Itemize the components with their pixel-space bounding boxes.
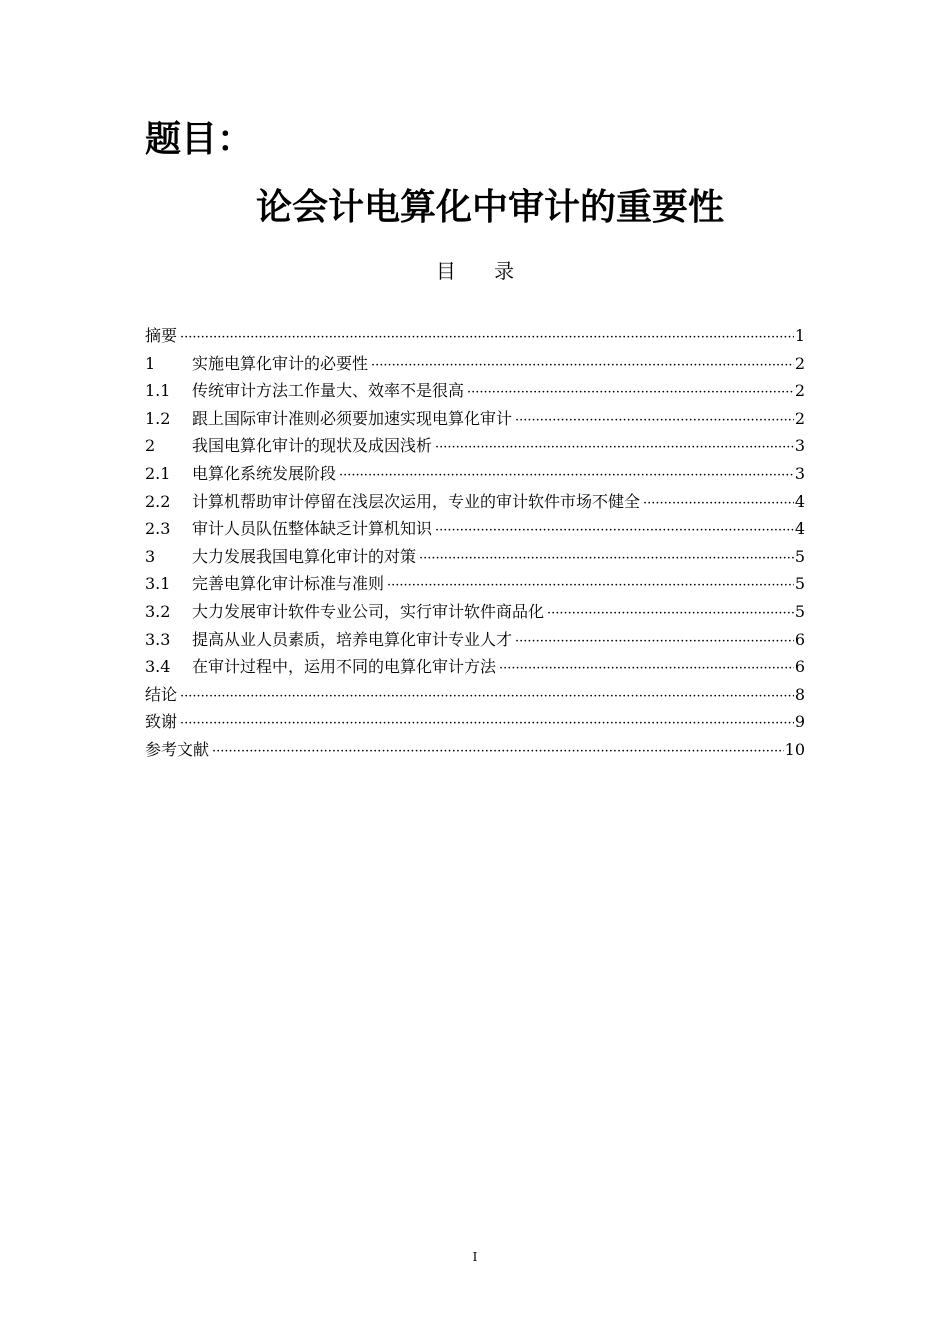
toc-dot-leader	[499, 661, 794, 676]
toc-entry-page: 9	[794, 712, 805, 732]
toc-entry[interactable]	[145, 489, 805, 517]
table-of-contents	[145, 323, 805, 765]
toc-entry-title: 我国电算化审计的现状及成因浅析	[192, 436, 433, 456]
toc-entry[interactable]	[145, 571, 805, 599]
toc-entry[interactable]	[145, 599, 805, 627]
toc-entry[interactable]	[145, 433, 805, 461]
toc-entry-title: 电算化系统发展阶段	[192, 463, 337, 483]
toc-dot-leader	[387, 578, 794, 593]
document-title: 论会计电算化中审计的重要性	[255, 186, 724, 228]
toc-entry[interactable]	[145, 654, 805, 682]
toc-dot-leader	[371, 358, 794, 373]
toc-entry[interactable]	[145, 544, 805, 572]
toc-entry-number: 1	[145, 353, 156, 373]
toc-dot-leader	[467, 385, 794, 400]
toc-entry-page: 1	[794, 326, 805, 345]
toc-entry-number: 3.4	[145, 657, 171, 677]
toc-dot-leader	[212, 744, 784, 759]
toc-entry-number: 3.2	[145, 601, 171, 621]
toc-entry-title: 大力发展我国电算化审计的对策	[192, 546, 417, 566]
toc-entry-page: 8	[794, 684, 805, 704]
toc-entry-number: 1.2	[145, 408, 171, 428]
toc-entry-page: 3	[794, 463, 805, 483]
page-number-footer: I	[472, 1250, 478, 1264]
toc-dot-leader	[547, 606, 794, 621]
toc-entry-title: 跟上国际审计准则必须要加速实现电算化审计	[192, 408, 513, 428]
toc-entry-title: 摘要	[145, 326, 178, 345]
toc-dot-leader	[180, 330, 794, 345]
toc-entry-page: 3	[794, 436, 805, 456]
page-heading: 题目：	[145, 119, 254, 160]
toc-entry-title: 在审计过程中，运用不同的电算化审计方法	[192, 657, 497, 677]
toc-entry-number: 3.1	[145, 574, 171, 594]
toc-entry[interactable]	[145, 378, 805, 406]
toc-entry[interactable]	[145, 737, 805, 765]
toc-entry-page: 5	[794, 574, 805, 594]
toc-entry-title: 计算机帮助审计停留在浅层次运用，专业的审计软件市场不健全	[192, 491, 641, 511]
toc-entry[interactable]	[145, 709, 805, 737]
toc-entry-title: 实施电算化审计的必要性	[192, 353, 369, 373]
toc-entry-page: 4	[794, 491, 805, 511]
toc-heading: 目 录	[435, 259, 531, 283]
toc-entry-title: 完善电算化审计标准与准则	[192, 574, 385, 594]
toc-entry[interactable]	[145, 627, 805, 655]
toc-entry-title: 结论	[145, 684, 178, 704]
toc-entry-number: 1.1	[145, 381, 171, 401]
toc-entry-number: 2.1	[145, 463, 171, 483]
toc-entry-page: 10	[784, 739, 805, 759]
toc-entry[interactable]	[145, 351, 805, 379]
toc-entry[interactable]	[145, 682, 805, 710]
toc-entry[interactable]	[145, 461, 805, 489]
toc-dot-leader	[515, 413, 794, 428]
toc-entry-number: 3.3	[145, 629, 171, 649]
toc-dot-leader	[643, 496, 794, 511]
toc-entry[interactable]	[145, 516, 805, 544]
toc-entry-number: 2	[145, 436, 156, 456]
toc-entry[interactable]	[145, 406, 805, 434]
toc-entry-title: 参考文献	[145, 739, 210, 759]
toc-entry-page: 2	[794, 381, 805, 401]
toc-entry-page: 5	[794, 601, 805, 621]
toc-entry-title: 审计人员队伍整体缺乏计算机知识	[192, 519, 433, 539]
toc-entry-page: 5	[794, 546, 805, 566]
toc-dot-leader	[435, 523, 794, 538]
toc-entry-page: 4	[794, 519, 805, 539]
toc-entry-page: 6	[794, 657, 805, 677]
toc-entry-title: 致谢	[145, 712, 178, 732]
toc-entry-title: 大力发展审计软件专业公司，实行审计软件商品化	[192, 601, 545, 621]
toc-dot-leader	[419, 551, 794, 566]
toc-entry-title: 提高从业人员素质，培养电算化审计专业人才	[192, 629, 513, 649]
toc-dot-leader	[180, 689, 794, 704]
toc-entry-number: 3	[145, 546, 156, 566]
toc-dot-leader	[435, 440, 794, 455]
toc-entry-number: 2.2	[145, 491, 171, 511]
toc-entry-title: 传统审计方法工作量大、效率不是很高	[192, 381, 465, 401]
toc-entry-page: 2	[794, 353, 805, 373]
toc-dot-leader	[515, 634, 794, 649]
toc-entry-page: 6	[794, 629, 805, 649]
toc-entry[interactable]	[145, 323, 805, 351]
toc-dot-leader	[180, 716, 794, 731]
toc-entry-page: 2	[794, 408, 805, 428]
toc-entry-number: 2.3	[145, 519, 171, 539]
toc-dot-leader	[339, 468, 794, 483]
